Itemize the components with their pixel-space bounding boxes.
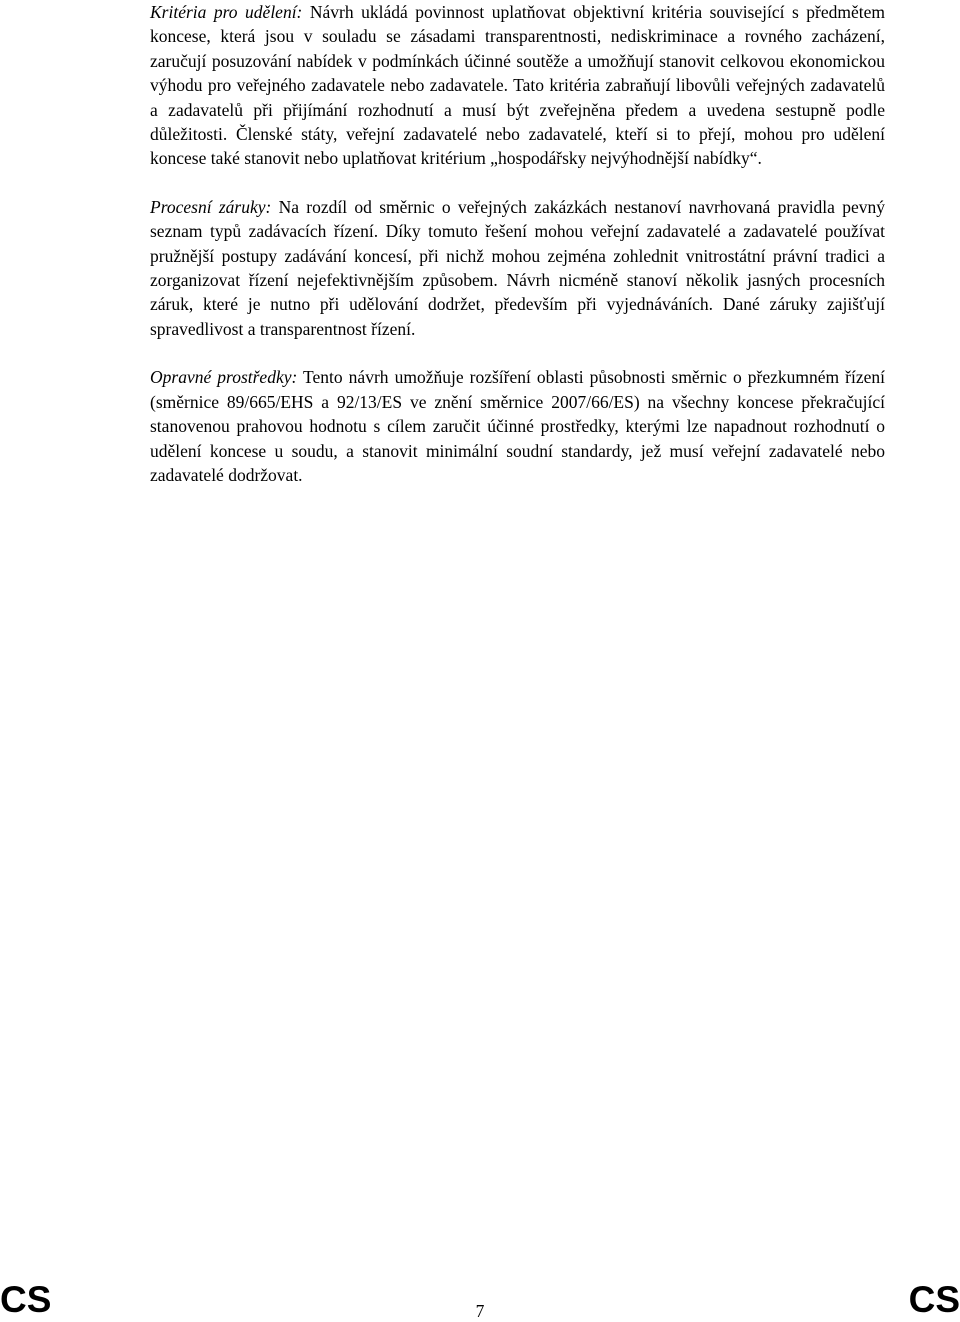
page-number: 7 [475,1301,485,1321]
document-body [150,0,885,487]
paragraph-text: Návrh ukládá povinnost uplatňovat objektivní kritéria související s předmětem koncese, která jsou v souladu se zásadami transparentnosti, nediskriminace a rovného zacházení, zaručují posuzování nabídek v podmínkách účinné soutěže a umožňují stanovit celkovou ekonomickou výhodu pro veřejného zadavatele nebo zadavatele. Tato kritéria zabraňují libovůli veřejných zadavatelů a zadavatelů při přijímání rozhodnutí a musí být zveřejněna předem a uvedena sestupně podle důležitosti. Členské státy, veřejní zadavatelé nebo zadavatelé, kteří si to přejí, mohou pro udělení koncese také stanovit nebo uplatňovat kritérium „hospodářsky nejvýhodnější nabídky“. [150,2,885,169]
paragraph-heading: Opravné prostředky: [150,367,298,388]
footer-language-code-left: CS [0,1279,52,1320]
footer-language-code-right: CS [908,1279,960,1320]
paragraph-remedies [150,365,885,487]
paragraph-procedural-guarantees [150,195,885,341]
paragraph-text: Na rozdíl od směrnic o veřejných zakázkách nestanoví navrhovaná pravidla pevný seznam typů zadávacích řízení. Díky tomuto řešení mohou veřejní zadavatelé a zadavatelé používat pružnější postupy zadávání koncesí, při nichž mohou zejména zohlednit vnitrostátní právní tradici a zorganizovat řízení nejefektivnějším způsobem. Návrh nicméně stanoví několik jasných procesních záruk, které je nutno při udělování dodržet, především při vyjednáváních. Dané záruky zajišťují spravedlivost a transparentnost řízení. [150,196,885,339]
paragraph-heading: Procesní záruky: [150,196,272,217]
paragraph-text: Tento návrh umožňuje rozšíření oblasti působnosti směrnic o přezkumném řízení (směrnice 89/665/EHS a 92/13/ES ve znění směrnice 2007/66/ES) na všechny koncese překračující stanovenou prahovou hodnotu s cílem zaručit účinné prostředky, kterými lze napadnout rozhodnutí o udělení koncese u soudu, a stanovit minimální soudní standardy, jež musí veřejní zadavatelé nebo zadavatelé dodržovat. [150,367,885,485]
paragraph-heading: Kritéria pro udělení: [150,2,303,22]
paragraph-award-criteria [150,0,885,171]
